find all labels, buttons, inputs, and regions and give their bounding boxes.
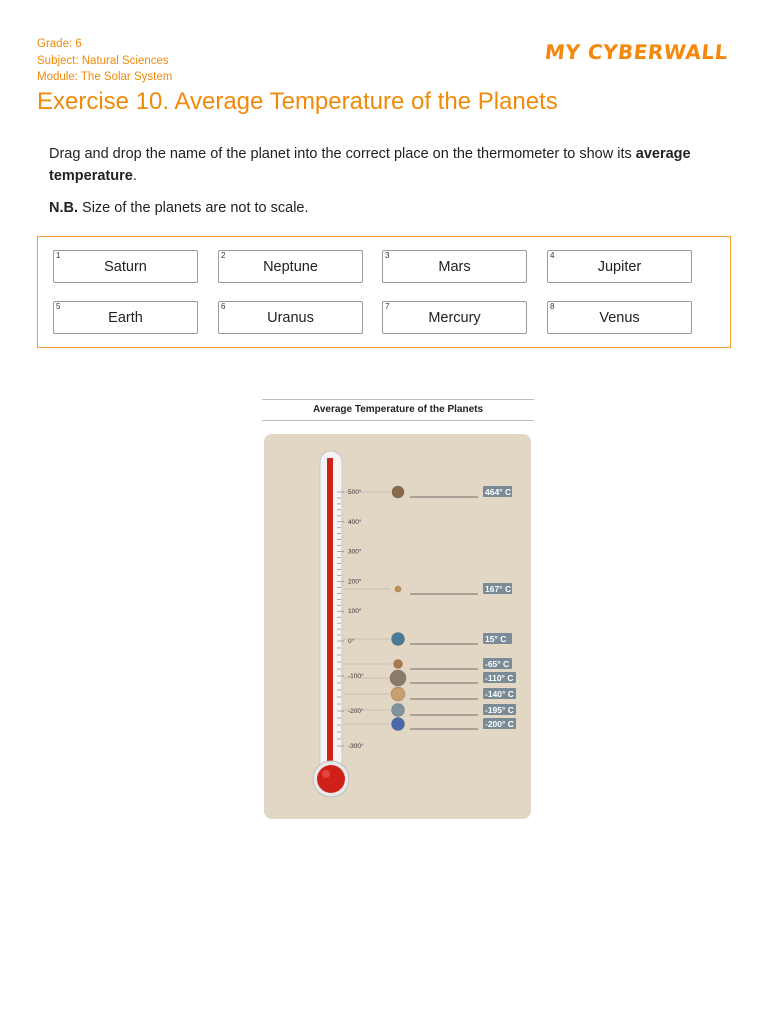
card-number: 4 (550, 251, 555, 260)
tick-label: 200° (348, 578, 362, 586)
tick-label: -200° (348, 708, 364, 715)
thermometer-chart (264, 434, 531, 819)
tick-label: -300° (348, 743, 364, 750)
thermometer-panel (264, 434, 531, 819)
word-bank (37, 236, 731, 348)
tick-label: 100° (348, 608, 362, 616)
thermometer-column (327, 458, 333, 776)
card-label: Saturn (104, 258, 147, 275)
planet-card-earth[interactable] (53, 301, 198, 334)
tick-label: 0° (348, 638, 355, 645)
planet-card-uranus[interactable] (218, 301, 363, 334)
card-label: Neptune (263, 258, 318, 275)
instructions-text: Drag and drop the name of the planet into the correct place on the thermometer to show its (49, 146, 636, 162)
temperature-label: -65° C (485, 659, 510, 669)
tick-label: 300° (348, 548, 362, 556)
card-number: 3 (385, 251, 390, 260)
planet-image (390, 670, 406, 686)
card-number: 2 (221, 251, 226, 260)
chart-title: Average Temperature of the Planets (262, 399, 534, 421)
tick-label: 500° (348, 489, 362, 496)
planet-card-venus[interactable] (547, 301, 692, 334)
planet-card-mercury[interactable] (382, 301, 527, 334)
card-number: 5 (56, 302, 61, 311)
planet-card-saturn[interactable] (53, 250, 198, 283)
thermometer-bulb (317, 765, 345, 793)
temperature-label: 464° C (485, 487, 512, 497)
planet-card-jupiter[interactable] (547, 250, 692, 283)
bulb-highlight (322, 770, 330, 778)
card-label: Jupiter (597, 258, 642, 275)
instructions (49, 143, 719, 187)
worksheet-meta (37, 36, 172, 86)
planet-card-neptune[interactable] (218, 250, 363, 283)
planet-image (391, 687, 405, 701)
temperature-label: 15° C (485, 634, 507, 644)
planet-image (395, 586, 401, 592)
planet-card-mars[interactable] (382, 250, 527, 283)
planet-image (392, 486, 404, 498)
planet-image (394, 660, 403, 669)
card-number: 6 (221, 302, 226, 311)
note (49, 200, 309, 216)
card-label: Venus (599, 309, 640, 326)
card-label: Mars (438, 258, 471, 275)
note-text: Size of the planets are not to scale. (78, 200, 309, 216)
page-title: Exercise 10. Average Temperature of the Planets (37, 88, 558, 115)
temperature-label: -140° C (485, 689, 514, 699)
subject-label: Subject: Natural Sciences (37, 54, 169, 67)
temperature-label: -195° C (485, 705, 514, 715)
planet-image (392, 633, 405, 646)
card-label: Mercury (428, 309, 481, 326)
note-label: N.B. (49, 200, 78, 216)
planet-slots (344, 486, 516, 731)
card-number: 7 (385, 302, 390, 311)
card-number: 1 (56, 251, 61, 260)
brand-logo: MY CYBERWALL (543, 40, 730, 64)
temperature-label: -110° C (485, 673, 514, 683)
tick-label: 400° (348, 518, 362, 526)
card-number: 8 (550, 302, 555, 311)
planet-image (392, 704, 405, 717)
card-label: Earth (108, 309, 143, 326)
module-label: Module: The Solar System (37, 71, 173, 83)
planet-image (392, 718, 405, 731)
temperature-label: -200° C (485, 719, 514, 729)
card-label: Uranus (267, 309, 314, 326)
tick-label: -100° (348, 673, 364, 680)
temperature-label: 167° C (485, 584, 512, 594)
instructions-bold: average temperature (49, 146, 691, 184)
instructions-end: . (132, 168, 137, 184)
grade-label: Grade: 6 (37, 38, 82, 50)
